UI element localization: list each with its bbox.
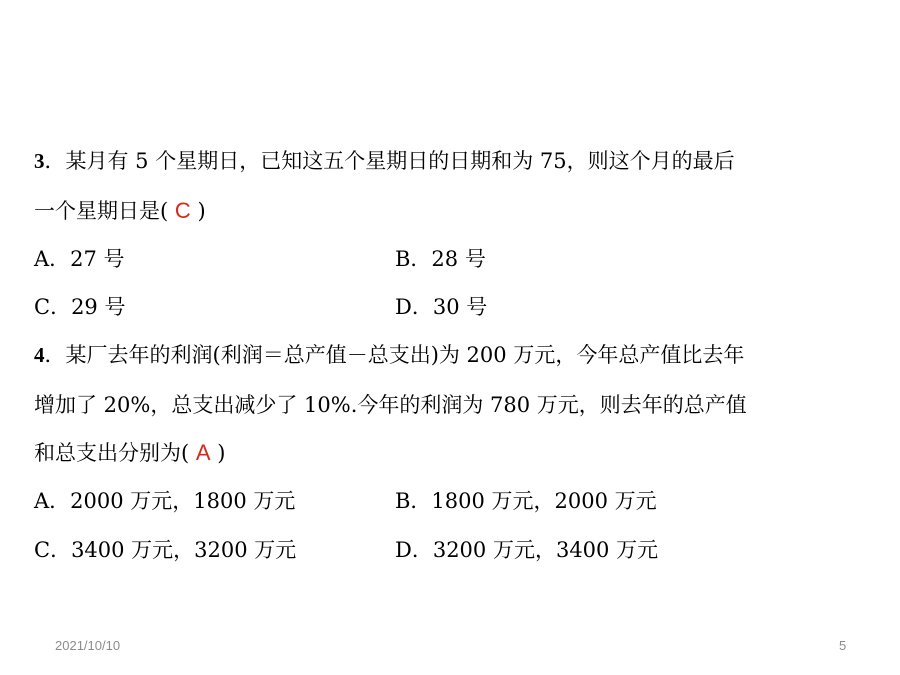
q3-paren-close: ) (197, 199, 206, 223)
q4-paren-close: ) (217, 441, 226, 465)
q4-line-3 (34, 438, 225, 468)
page-number: 5 (839, 638, 847, 653)
q4-option-a: A．2000 万元，1800 万元 (34, 489, 296, 513)
q3-option-c: C．29 号 (34, 295, 126, 319)
q4-number: 4 (34, 343, 45, 367)
footer-date: 2021/10/10 (55, 638, 121, 653)
q4-line-2: 增加了 20%，总支出减少了 10%.今年的利润为 780 万元，则去年的总产值 (34, 393, 747, 417)
q3-option-b: B．28 号 (395, 247, 486, 271)
q3-option-d: D．30 号 (395, 295, 488, 319)
q4-option-c: C．3400 万元，3200 万元 (34, 538, 297, 562)
q4-stem-text-3: 和总支出分别为( (34, 441, 190, 465)
q3-line-1 (34, 146, 735, 176)
q3-stem-text: ．某月有 5 个星期日，已知这五个星期日的日期和为 75，则这个月的最后 (44, 149, 735, 173)
q4-option-d: D．3200 万元，3400 万元 (395, 538, 659, 562)
q4-line-1 (34, 340, 744, 370)
q4-option-b: B．1800 万元，2000 万元 (395, 489, 657, 513)
q3-option-a: A．27 号 (34, 247, 125, 271)
q4-stem-text: ．某厂去年的利润(利润＝总产值－总支出)为 200 万元，今年总产值比去年 (44, 343, 745, 367)
q3-answer: C (174, 198, 191, 223)
q3-line-2 (34, 196, 206, 226)
q4-answer: A (195, 440, 211, 465)
q3-stem-text-2: 一个星期日是( (34, 199, 169, 223)
q3-number: 3 (34, 149, 45, 173)
